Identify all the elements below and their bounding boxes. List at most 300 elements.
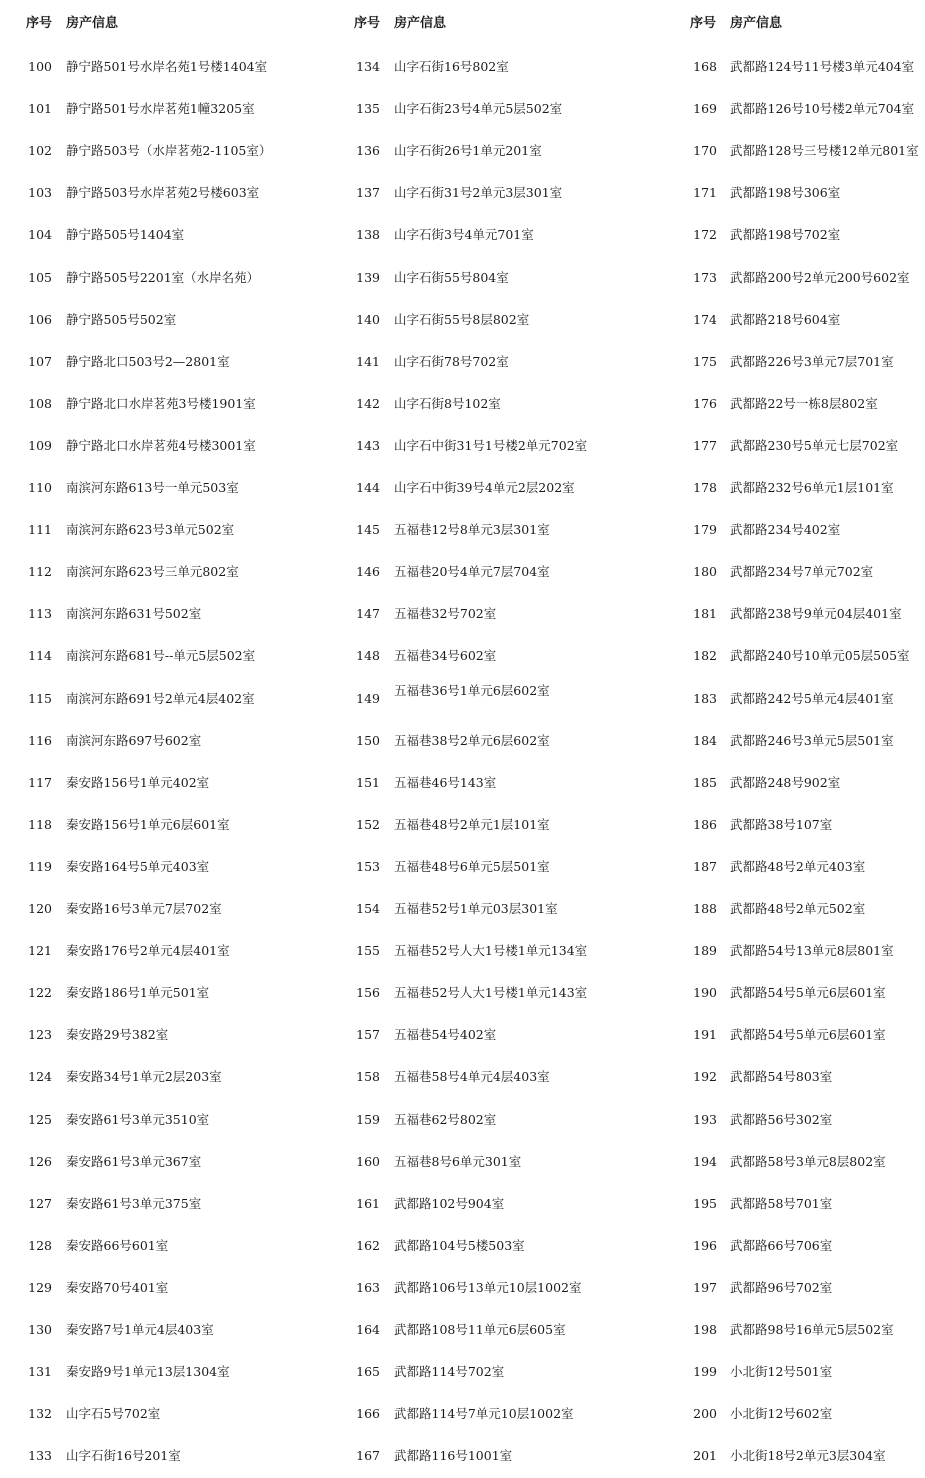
row-property-info: 秦安路66号601室: [66, 1237, 169, 1253]
row-index: 190: [693, 985, 717, 1001]
row-index: 107: [28, 353, 52, 369]
row-index: 186: [693, 816, 717, 832]
row-property-info: 秦安路61号3单元3510室: [66, 1111, 210, 1127]
row-index: 158: [356, 1069, 380, 1085]
table-row: [670, 394, 925, 414]
row-property-info: 五福巷54号402室: [394, 1027, 497, 1043]
row-property-info: 南滨河东路697号602室: [66, 732, 202, 748]
table-row: [670, 731, 925, 751]
row-index: 129: [28, 1279, 52, 1295]
row-property-info: 秦安路186号1单元501室: [66, 985, 210, 1001]
row-property-info: 南滨河东路623号三单元802室: [66, 564, 239, 580]
row-index: 157: [356, 1027, 380, 1043]
row-index: 115: [28, 690, 52, 706]
row-property-info: 武都路200号2单元200号602室: [730, 269, 910, 285]
row-property-info: 五福巷8号6单元301室: [394, 1153, 522, 1169]
table-row: [330, 1067, 670, 1087]
row-index: 168: [693, 59, 717, 74]
row-index: 106: [28, 311, 52, 327]
row-property-info: 武都路54号5单元6层601室: [730, 985, 886, 1001]
table-row: [330, 268, 670, 288]
row-property-info: 武都路38号107室: [730, 816, 833, 832]
row-index: 167: [356, 1448, 380, 1464]
row-property-info: 武都路106号13单元10层1002室: [394, 1279, 582, 1295]
row-index: 137: [356, 185, 380, 201]
header-property-info: 房产信息: [394, 16, 447, 31]
table-row: [330, 352, 670, 372]
row-index: 120: [28, 901, 52, 916]
row-property-info: 五福巷58号4单元4层403室: [394, 1069, 550, 1085]
row-property-info: 山字石街16号802室: [394, 59, 509, 74]
row-property-info: 五福巷48号6单元5层501室: [394, 858, 550, 874]
row-property-info: 山字石街55号804室: [394, 269, 509, 285]
row-index: 201: [693, 1448, 717, 1464]
row-index: 140: [356, 311, 380, 327]
row-index: 199: [693, 1364, 717, 1380]
row-index: 126: [28, 1153, 52, 1169]
table-row: [0, 268, 330, 288]
row-property-info: 秦安路156号1单元6层601室: [66, 816, 230, 832]
row-index: 111: [28, 522, 52, 538]
table-row: [330, 1278, 670, 1298]
table-row: [0, 1278, 330, 1298]
row-property-info: 武都路240号10单元05层505室: [730, 648, 910, 664]
row-index: 151: [356, 774, 380, 790]
row-property-info: 武都路242号5单元4层401室: [730, 690, 894, 706]
row-index: 136: [356, 143, 380, 159]
table-row: [0, 941, 330, 961]
row-property-info: 南滨河东路631号502室: [66, 606, 202, 622]
row-property-info: 武都路226号3单元7层701室: [730, 353, 894, 369]
table-row: [330, 731, 670, 751]
table-row: [670, 689, 925, 709]
row-property-info: 静宁路505号502室: [66, 311, 177, 327]
row-index: 116: [28, 732, 52, 748]
row-property-info: 山字石街8号102室: [394, 395, 501, 411]
row-property-info: 秦安路61号3单元367室: [66, 1153, 202, 1169]
table-row: [670, 141, 925, 161]
row-property-info: 武都路218号604室: [730, 311, 841, 327]
row-property-info: 山字石街78号702室: [394, 353, 509, 369]
row-index: 104: [28, 227, 52, 243]
row-property-info: 武都路248号902室: [730, 774, 841, 790]
row-index: 194: [693, 1153, 717, 1169]
row-property-info: 武都路128号三号楼12单元801室: [730, 143, 919, 159]
table-row: [0, 1067, 330, 1087]
row-index: 133: [28, 1448, 52, 1464]
header-index: 序号: [354, 16, 381, 31]
row-index: 197: [693, 1279, 717, 1295]
table-row: [0, 1025, 330, 1045]
row-property-info: 武都路234号402室: [730, 522, 841, 538]
header-property-info: 房产信息: [730, 16, 783, 31]
row-property-info: 武都路104号5楼503室: [394, 1237, 525, 1253]
row-index: 166: [356, 1406, 380, 1422]
table-row: [330, 773, 670, 793]
row-index: 175: [693, 353, 717, 369]
table-row: [0, 604, 330, 624]
table-row: [670, 57, 925, 77]
table-row: [330, 520, 670, 540]
header-index: 序号: [690, 16, 717, 31]
table-row: [330, 941, 670, 961]
row-index: 189: [693, 943, 717, 959]
row-index: 159: [356, 1111, 380, 1127]
row-property-info: 秦安路70号401室: [66, 1279, 169, 1295]
row-index: 156: [356, 985, 380, 1001]
row-property-info: 武都路58号3单元8层802室: [730, 1153, 886, 1169]
row-index: 102: [28, 143, 52, 159]
row-index: 131: [28, 1364, 52, 1380]
row-index: 113: [28, 606, 52, 622]
table-row: [0, 731, 330, 751]
table-row: [0, 225, 330, 245]
table-row: [330, 1025, 670, 1045]
row-index: 165: [356, 1364, 380, 1380]
row-property-info: 山字石中街39号4单元2层202室: [394, 480, 575, 495]
row-index: 179: [693, 522, 717, 538]
table-row: [330, 478, 670, 498]
row-property-info: 五福巷48号2单元1层101室: [394, 816, 550, 832]
row-property-info: 武都路114号702室: [394, 1364, 505, 1380]
row-index: 153: [356, 858, 380, 874]
table-row: [330, 1362, 670, 1382]
table-row: [670, 268, 925, 288]
row-property-info: 山字石街31号2单元3层301室: [394, 185, 563, 201]
row-index: 183: [693, 690, 717, 706]
row-index: 105: [28, 269, 52, 285]
table-row: [330, 57, 670, 77]
table-row: [330, 604, 670, 624]
table-row: [0, 1404, 330, 1424]
row-index: 176: [693, 395, 717, 411]
table-row: [330, 1320, 670, 1340]
row-index: 135: [356, 101, 380, 117]
row-property-info: 五福巷52号人大1号楼1单元134室: [394, 943, 588, 959]
table-row: [670, 1278, 925, 1298]
table-row: [330, 562, 670, 582]
table-row: [670, 183, 925, 203]
row-index: 173: [693, 269, 717, 285]
row-property-info: 静宁路505号2201室（水岸名苑）: [66, 269, 260, 285]
row-index: 152: [356, 816, 380, 832]
row-index: 174: [693, 311, 717, 327]
table-row: [0, 815, 330, 835]
row-property-info: 武都路98号16单元5层502室: [730, 1322, 894, 1337]
row-property-info: 五福巷46号143室: [394, 774, 497, 790]
table-row: [330, 1152, 670, 1172]
row-property-info: 武都路48号2单元403室: [730, 858, 866, 874]
row-property-info: 山字石街55号8层802室: [394, 311, 530, 327]
row-property-info: 静宁路503号水岸茗苑2号楼603室: [66, 185, 260, 201]
table-row: [330, 1236, 670, 1256]
row-index: 130: [28, 1322, 52, 1337]
table-row: [670, 857, 925, 877]
row-index: 196: [693, 1237, 717, 1253]
table-row: [670, 815, 925, 835]
table-row: [670, 352, 925, 372]
table-row: [670, 899, 925, 919]
table-row: [670, 1446, 925, 1466]
row-property-info: 五福巷38号2单元6层602室: [394, 732, 550, 748]
row-property-info: 五福巷52号1单元03层301室: [394, 901, 558, 916]
row-index: 108: [28, 395, 52, 411]
table-row: [670, 1362, 925, 1382]
table-row: [0, 899, 330, 919]
row-index: 139: [356, 269, 380, 285]
row-index: 103: [28, 185, 52, 201]
table-row: [670, 1110, 925, 1130]
table-row: [330, 983, 670, 1003]
row-property-info: 山字石街3号4单元701室: [394, 227, 534, 243]
row-index: 180: [693, 564, 717, 580]
row-index: 145: [356, 522, 380, 538]
row-index: 171: [693, 185, 717, 201]
row-property-info: 武都路238号9单元04层401室: [730, 606, 902, 622]
table-row: [0, 436, 330, 456]
table-row: [670, 1236, 925, 1256]
table-row: [0, 57, 330, 77]
row-property-info: 五福巷12号8单元3层301室: [394, 522, 550, 538]
row-property-info: 五福巷36号1单元6层602室: [394, 682, 550, 698]
row-property-info: 五福巷52号人大1号楼1单元143室: [394, 985, 588, 1001]
row-property-info: 五福巷62号802室: [394, 1111, 497, 1127]
row-property-info: 武都路54号803室: [730, 1069, 833, 1085]
row-index: 181: [693, 606, 717, 622]
row-index: 172: [693, 227, 717, 243]
row-index: 170: [693, 143, 717, 159]
table-row: [330, 310, 670, 330]
table-row: [670, 1025, 925, 1045]
row-index: 127: [28, 1195, 52, 1211]
row-property-info: 秦安路16号3单元7层702室: [66, 901, 222, 916]
table-row: [670, 646, 925, 666]
row-property-info: 武都路232号6单元1层101室: [730, 480, 894, 495]
row-index: 141: [356, 353, 380, 369]
row-index: 198: [693, 1322, 717, 1337]
row-property-info: 南滨河东路613号一单元503室: [66, 480, 239, 495]
table-row: [0, 983, 330, 1003]
row-index: 100: [28, 59, 52, 74]
row-property-info: 小北街12号602室: [730, 1406, 833, 1422]
table-row: [670, 310, 925, 330]
row-property-info: 小北街18号2单元3层304室: [730, 1448, 886, 1464]
row-property-info: 武都路48号2单元502室: [730, 901, 866, 916]
row-index: 185: [693, 774, 717, 790]
row-index: 142: [356, 395, 380, 411]
row-index: 118: [28, 816, 52, 832]
row-index: 124: [28, 1069, 52, 1085]
table-row: [0, 1362, 330, 1382]
row-index: 122: [28, 985, 52, 1001]
row-index: 114: [28, 648, 52, 664]
row-property-info: 武都路58号701室: [730, 1195, 833, 1211]
row-property-info: 武都路54号13单元8层801室: [730, 943, 894, 959]
table-row: [330, 141, 670, 161]
row-index: 182: [693, 648, 717, 664]
row-property-info: 山字石街26号1单元201室: [394, 143, 542, 159]
row-property-info: 武都路66号706室: [730, 1237, 833, 1253]
row-property-info: 秦安路7号1单元4层403室: [66, 1322, 214, 1337]
table-row: [0, 520, 330, 540]
row-index: 154: [356, 901, 380, 916]
table-row: [670, 1404, 925, 1424]
table-row: [330, 899, 670, 919]
table-row: [670, 1194, 925, 1214]
row-index: 193: [693, 1111, 717, 1127]
row-property-info: 山字石街23号4单元5层502室: [394, 101, 563, 117]
row-index: 147: [356, 606, 380, 622]
table-row: [330, 1446, 670, 1466]
row-property-info: 秦安路29号382室: [66, 1027, 169, 1043]
table-row: [0, 562, 330, 582]
row-property-info: 武都路198号702室: [730, 227, 841, 243]
table-row: [330, 815, 670, 835]
table-row: [0, 1320, 330, 1340]
row-property-info: 五福巷20号4单元7层704室: [394, 564, 550, 580]
row-property-info: 武都路22号一栋8层802室: [730, 395, 878, 411]
table-row: [0, 773, 330, 793]
row-index: 146: [356, 564, 380, 580]
row-index: 164: [356, 1322, 380, 1337]
row-index: 125: [28, 1111, 52, 1127]
table-row: [0, 646, 330, 666]
row-index: 184: [693, 732, 717, 748]
table-row: [670, 1152, 925, 1172]
row-index: 101: [28, 101, 52, 117]
row-property-info: 武都路54号5单元6层601室: [730, 1027, 886, 1043]
row-property-info: 南滨河东路623号3单元502室: [66, 522, 235, 538]
table-row: [670, 436, 925, 456]
row-property-info: 武都路126号10号楼2单元704室: [730, 101, 915, 117]
table-row: [0, 478, 330, 498]
row-property-info: 南滨河东路691号2单元4层402室: [66, 690, 255, 706]
table-row: [670, 983, 925, 1003]
table-row: [670, 520, 925, 540]
table-row: [670, 478, 925, 498]
table-row: [670, 1320, 925, 1340]
row-property-info: 秦安路176号2单元4层401室: [66, 943, 230, 959]
row-index: 150: [356, 732, 380, 748]
row-property-info: 南滨河东路681号--单元5层502室: [66, 648, 256, 664]
row-property-info: 武都路56号302室: [730, 1111, 833, 1127]
row-property-info: 秦安路164号5单元403室: [66, 858, 210, 874]
table-row: [330, 436, 670, 456]
row-index: 160: [356, 1153, 380, 1169]
table-row: [0, 1110, 330, 1130]
row-index: 195: [693, 1195, 717, 1211]
row-index: 178: [693, 480, 717, 495]
table-row: [670, 604, 925, 624]
row-index: 149: [356, 690, 380, 706]
row-property-info: 武都路230号5单元七层702室: [730, 437, 899, 453]
table-row: [0, 1152, 330, 1172]
row-index: 128: [28, 1237, 52, 1253]
row-index: 110: [28, 480, 52, 495]
row-property-info: 静宁路北口503号2—2801室: [66, 353, 230, 369]
table-row: [330, 1194, 670, 1214]
row-property-info: 秦安路9号1单元13层1304室: [66, 1364, 230, 1380]
table-row: [330, 1110, 670, 1130]
table-row: [330, 857, 670, 877]
table-row: [0, 394, 330, 414]
row-property-info: 山字石街16号201室: [66, 1448, 181, 1464]
row-index: 155: [356, 943, 380, 959]
row-index: 132: [28, 1406, 52, 1422]
table-row: [670, 1067, 925, 1087]
table-row: [330, 183, 670, 203]
row-index: 112: [28, 564, 52, 580]
table-row: [330, 394, 670, 414]
table-row: [330, 99, 670, 119]
row-property-info: 秦安路61号3单元375室: [66, 1195, 202, 1211]
row-index: 162: [356, 1237, 380, 1253]
table-row: [0, 1194, 330, 1214]
row-index: 177: [693, 437, 717, 453]
table-row: [670, 773, 925, 793]
row-property-info: 武都路114号7单元10层1002室: [394, 1406, 574, 1422]
table-row: [0, 99, 330, 119]
table-row: [0, 141, 330, 161]
row-property-info: 武都路116号1001室: [394, 1448, 513, 1464]
table-row: [0, 183, 330, 203]
row-property-info: 静宁路501号水岸名苑1号楼1404室: [66, 59, 268, 74]
row-property-info: 武都路124号11号楼3单元404室: [730, 59, 915, 74]
table-row: [670, 99, 925, 119]
row-index: 187: [693, 858, 717, 874]
row-property-info: 秦安路156号1单元402室: [66, 774, 210, 790]
row-index: 200: [693, 1406, 717, 1422]
row-index: 169: [693, 101, 717, 117]
table-row: [670, 562, 925, 582]
row-index: 143: [356, 437, 380, 453]
row-property-info: 武都路96号702室: [730, 1279, 833, 1295]
table-row: [0, 310, 330, 330]
table-row: [670, 941, 925, 961]
row-property-info: 武都路102号904室: [394, 1195, 505, 1211]
row-index: 192: [693, 1069, 717, 1085]
row-property-info: 静宁路北口水岸茗苑4号楼3001室: [66, 437, 256, 453]
table-row: [0, 1446, 330, 1466]
row-property-info: 山字石5号702室: [66, 1406, 161, 1422]
row-index: 138: [356, 227, 380, 243]
row-property-info: 五福巷34号602室: [394, 648, 497, 664]
row-index: 119: [28, 858, 52, 874]
row-index: 123: [28, 1027, 52, 1043]
header-property-info: 房产信息: [66, 16, 119, 31]
row-property-info: 秦安路34号1单元2层203室: [66, 1069, 222, 1085]
table-row: [0, 1236, 330, 1256]
row-index: 188: [693, 901, 717, 916]
table-row: [330, 682, 670, 709]
row-index: 163: [356, 1279, 380, 1295]
row-index: 191: [693, 1027, 717, 1043]
row-property-info: 武都路198号306室: [730, 185, 841, 201]
row-index: 117: [28, 774, 52, 790]
table-row: [0, 352, 330, 372]
table-row: [330, 1404, 670, 1424]
row-index: 109: [28, 437, 52, 453]
row-index: 121: [28, 943, 52, 959]
row-property-info: 静宁路503号（水岸茗苑2-1105室）: [66, 143, 272, 159]
row-property-info: 静宁路北口水岸茗苑3号楼1901室: [66, 395, 256, 411]
row-index: 161: [356, 1195, 380, 1211]
table-row: [670, 225, 925, 245]
table-row: [330, 225, 670, 245]
row-property-info: 五福巷32号702室: [394, 606, 497, 622]
header-index: 序号: [26, 16, 53, 31]
row-index: 144: [356, 480, 380, 495]
